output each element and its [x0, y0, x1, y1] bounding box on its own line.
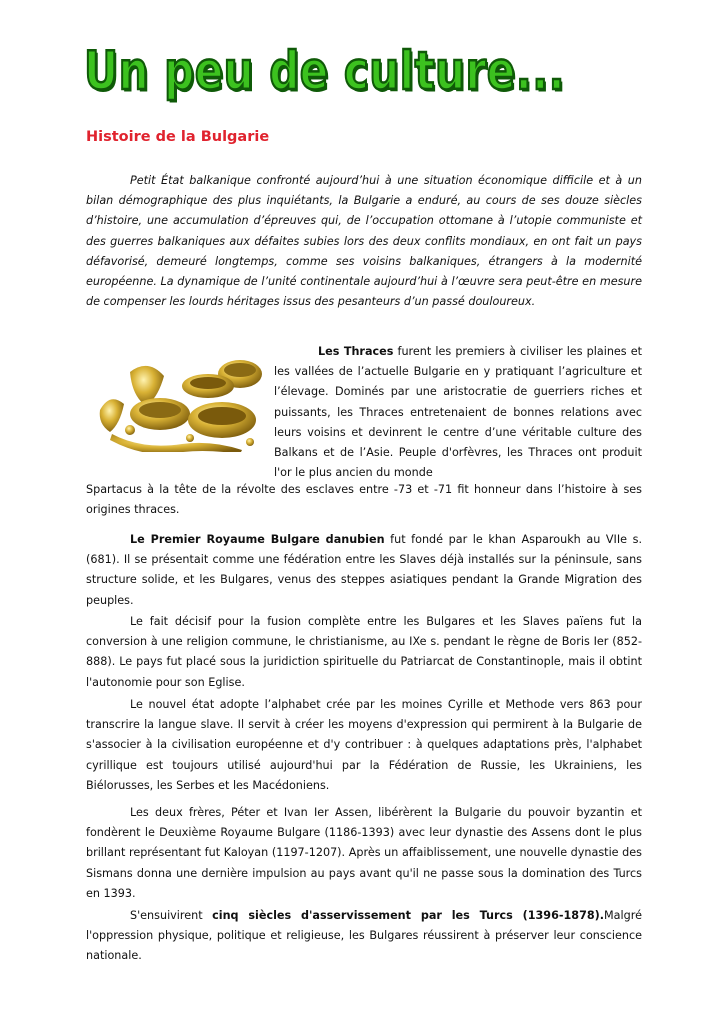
premier-royaume-text: fut fondé par le khan Asparoukh au VIIe s. (681). Il se présentait comme une fédération entre les Slaves déjà installés sur la péninsule, sans structure solide, et les Bulgares, venus des steppes asiatiques pendant la Grande Migration des peuples. — [86, 533, 643, 607]
spartacus-paragraph: Spartacus à la tête de la révolte des esclaves entre -73 et -71 fit honneur dans l’histoire à ses origines thraces. — [86, 483, 642, 517]
assen-paragraph: Les deux frères, Péter et Ivan Ier Assen, libérèrent la Bulgarie du pouvoir byzantin et fondèrent le Deuxième Royaume Bulgare (1186-1393) avec leur dynastie des Assens dont le plus brillant représentant fut Kaloyan (1197-1207). Après un affaiblissement, une nouvelle dynastie des Sismans donna une dernière impulsion au pays avant qu'il ne passe sous la domination des Turcs en 1393. — [86, 806, 642, 900]
premier-royaume-lead: Le Premier Royaume Bulgare danubien — [130, 533, 385, 546]
turcs-paragraph — [86, 906, 642, 967]
turcs-lead: cinq siècles d'asservissement par les Turcs (1396-1878). — [212, 909, 605, 922]
turcs-text: Malgré l'oppression physique, politique et religieuse, les Bulgares réussirent à préserver leur conscience nationale. — [86, 909, 642, 963]
thraces-paragraph — [274, 342, 642, 483]
section-heading: Histoire de la Bulgarie — [86, 129, 270, 145]
turcs-before: S'ensuivirent — [130, 909, 213, 922]
alphabet-paragraph: Le nouvel état adopte l’alphabet crée par les moines Cyrille et Methode vers 863 pour transcrire la langue slave. Il servit à créer les moyens d'expression qui permirent à la Bulgarie de s'associer à la civilisation européenne et d'y contribuer : à quelques adaptations près, l'alphabet cyrillique est toujours utilisé aujourd'hui par la Fédération de Russie, les Ukrainiens, les Biélorusses, les Serbes et les Macédoniens. — [86, 698, 642, 792]
page-title: Un peu de culture... — [84, 40, 566, 102]
premier-royaume-paragraph — [86, 530, 642, 611]
thraces-text: furent les premiers à civiliser les plaines et les vallées de l’actuelle Bulgarie en y pratiquant l’agriculture et l’élevage. Dominés par une aristocratie de guerriers riches et puissants, les Thraces entretenaient de bonnes relations avec leurs voisins et devinrent le centre d’une véritable culture des Balkans et de l’Asie. Peuple d'orfèvres, les Thraces ont produit l'or le plus ancien du monde — [274, 345, 643, 480]
fusion-paragraph: Le fait décisif pour la fusion complète entre les Bulgares et les Slaves païens fut la conversion à une religion commune, le christianisme, au IXe s. pendant le règne de Boris Ier (852-888). Le pays fut placé sous la juridiction spirituelle du Patriarcat de Constantinople, mais il obtint l'autonomie pour son Eglise. — [86, 615, 642, 689]
intro-paragraph: Petit État balkanique confronté aujourd’hui à une situation économique difficile et à un bilan démographique des plus inquiétants, la Bulgarie a enduré, au cours de ses douze siècles d’histoire, une accumulation d’épreuves qui, de l’occupation ottomane à l’utopie communiste et des guerres balkaniques aux défaites subies lors des deux conflits mondiaux, en ont fait un pays défavorisé, demeuré longtemps, comme ses voisins balkaniques, étrangers à la modernité européenne. La dynamique de l’unité continentale aujourd’hui à l’œuvre sera peut-être en mesure de compenser les lourds héritages issus des pesanteurs d’un passé douloureux. — [86, 174, 642, 309]
thracian-gold-treasure-image — [90, 352, 268, 452]
thraces-lead: Les Thraces — [318, 345, 394, 358]
